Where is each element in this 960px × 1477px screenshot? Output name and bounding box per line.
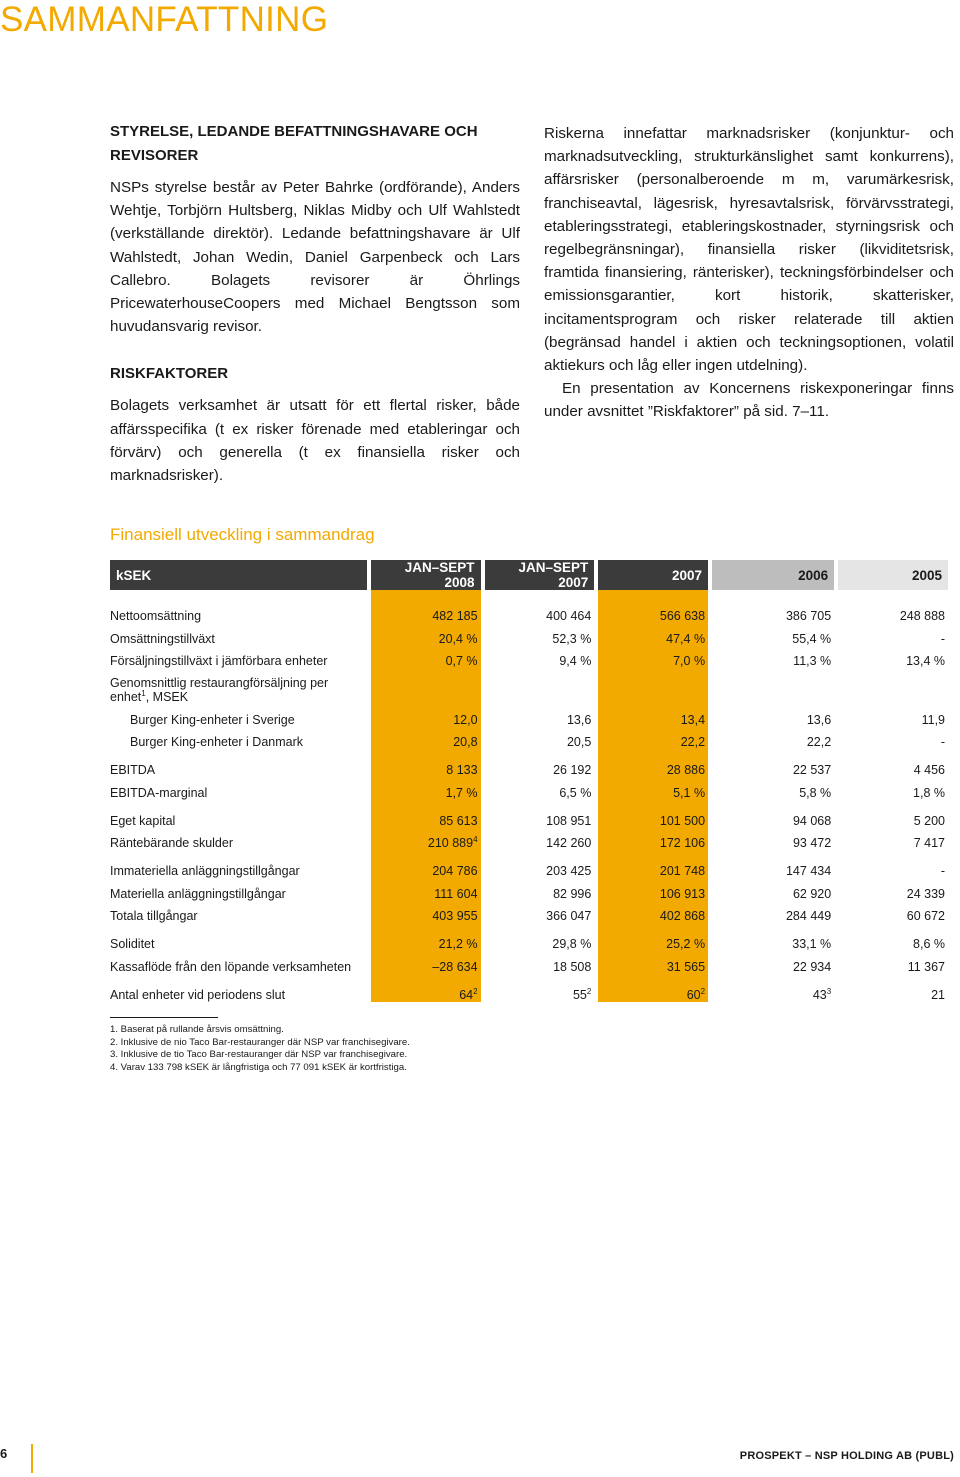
table-cell: 22 934 (792, 959, 832, 974)
table-cell (485, 668, 595, 704)
table-cell: 22,2 (598, 727, 708, 750)
footnote-marker: 3 (826, 986, 832, 996)
row-label: Immateriella anläggningstillgångar (110, 864, 300, 878)
table-cell: 21,2 % (371, 923, 481, 951)
table-cell: 403 955 (371, 901, 481, 924)
table-cell: 22 537 (792, 763, 832, 777)
row-label: Burger King-enheter i Danmark (130, 735, 303, 749)
table-cell: 24 339 (906, 886, 945, 901)
page-title: SAMMANFATTNING (0, 0, 329, 39)
table-cell: 366 047 (546, 909, 592, 923)
table-cell: 60 672 (906, 909, 945, 923)
board-paragraph: NSPs styrelse består av Peter Bahrke (ordförande), Anders Wehtje, Torbjörn Hultsberg, Niklas Midby och Ulf Wahlstedt (verkställande direktör). Ledande befattningshavare är Ulf Wahlstedt, Johan Wedin, Daniel Garpenbeck och Lars Callebro. Bolagets revisorer är Öhrlings PricewaterhouseCoopers med Michael Bengtsson som huvudansvarig revisor. (110, 179, 520, 336)
table-cell: 6,5 % (559, 785, 592, 800)
table-cell: 201 748 (598, 850, 708, 878)
table-cell: 172 106 (598, 828, 708, 851)
cell-value: 43 (812, 987, 827, 1002)
section-heading-board: STYRELSE, LEDANDE BEFATTNINGSHAVARE OCH REVISORER (110, 123, 478, 164)
table-cell: 1,7 % (371, 777, 481, 800)
table-cell: - (940, 735, 945, 749)
column-header-ksek: kSEK (110, 560, 367, 590)
table-cell: 22,2 (806, 735, 832, 749)
table-row (110, 749, 948, 777)
cell-value: 64 (459, 987, 474, 1002)
table-cell (371, 974, 481, 1002)
table-row (110, 923, 948, 951)
page-number: 6 (0, 1446, 8, 1461)
table-cell (712, 668, 834, 704)
table-row (110, 878, 948, 901)
table-cell (485, 974, 595, 1002)
table-cell: 20,5 (566, 735, 592, 749)
table-cell: 0,7 % (371, 646, 481, 669)
table-cell: 85 613 (371, 800, 481, 828)
column-header-2007: 2007 (598, 560, 708, 590)
table-cell: 33,1 % (792, 937, 832, 951)
footnote: 2. Inklusive de nio Taco Bar-restauranger där NSP var franchisegivare. (110, 1036, 410, 1048)
left-column (110, 120, 520, 487)
table-row (110, 850, 948, 878)
table-cell: 55,4 % (792, 631, 832, 646)
table-cell: 12,0 (371, 704, 481, 727)
table-cell (712, 974, 834, 1002)
table-cell (598, 974, 708, 1002)
row-label: EBITDA (110, 763, 156, 777)
footnote-marker: 2 (586, 986, 592, 996)
footer-title: PROSPEKT – NSP HOLDING AB (PUBL) (739, 1450, 954, 1462)
table-cell: 248 888 (899, 609, 945, 623)
table-cell: 8 133 (371, 749, 481, 777)
table-cell: 18 508 (553, 959, 592, 974)
footnote-marker: 2 (700, 986, 706, 996)
table-cell: 7 417 (913, 836, 945, 850)
footnote: 1. Baserat på rullande årsvis omsättning. (110, 1024, 284, 1035)
table-cell (371, 828, 481, 851)
table-cell: 5,1 % (598, 777, 708, 800)
risk-reference-paragraph: En presentation av Koncernens riskexponeringar finns under avsnittet ”Riskfaktorer” på sid. 7–11. (544, 380, 954, 421)
column-header-2006: 2006 (712, 560, 834, 590)
table-cell: –28 634 (371, 951, 481, 974)
table-cell: 108 951 (546, 813, 592, 828)
table-cell: 8,6 % (913, 937, 945, 951)
footnote-marker: 2 (473, 986, 478, 996)
table-cell: 29,8 % (552, 937, 592, 951)
table-cell: - (940, 864, 945, 878)
table-cell: 1,8 % (913, 785, 945, 800)
row-label: Eget kapital (110, 813, 176, 828)
table-cell: 204 786 (371, 850, 481, 878)
table-cell: 31 565 (598, 951, 708, 974)
table-cell: 52,3 % (552, 631, 592, 646)
table-cell (838, 668, 948, 704)
table-cell: 101 500 (598, 800, 708, 828)
cell-value: 55 (572, 987, 587, 1002)
row-label: Räntebärande skulder (110, 836, 233, 850)
table-cell: 111 604 (371, 878, 481, 901)
row-label: EBITDA-marginal (110, 785, 208, 800)
table-cell: 482 185 (371, 590, 481, 623)
row-label: Soliditet (110, 937, 155, 951)
row-label: Kassaflöde från den löpande verksamheten (110, 959, 352, 974)
footnote: 4. Varav 133 798 kSEK är långfristiga och 77 091 kSEK är kortfristiga. (110, 1061, 407, 1073)
table-cell: 5,8 % (799, 785, 832, 800)
footnote-marker: 1 (141, 688, 146, 698)
table-cell: 9,4 % (559, 654, 592, 668)
table-cell: 11,3 % (793, 654, 832, 668)
row-label: Nettoomsättning (110, 609, 202, 623)
table-row (110, 974, 948, 1002)
table-cell: 62 920 (792, 886, 832, 901)
table-row (110, 901, 948, 924)
table-cell: 28 886 (598, 749, 708, 777)
table-cell: 147 434 (785, 864, 832, 878)
table-cell: 94 068 (792, 813, 832, 828)
table-cell: 11 367 (907, 959, 945, 974)
table-cell (371, 668, 481, 704)
table-cell: 13,6 (806, 712, 832, 727)
table-row (110, 704, 948, 727)
table-cell: 11,9 (921, 712, 945, 727)
section-heading-risk: RISKFAKTORER (110, 365, 229, 383)
row-label: Burger King-enheter i Sverige (130, 712, 295, 727)
row-label-suffix: , MSEK (145, 690, 189, 704)
row-label: Totala tillgångar (110, 909, 198, 923)
page-number-divider (31, 1444, 33, 1473)
column-header-jan-sept-2007: JAN–SEPT 2007 (485, 560, 595, 590)
table-cell: 7,0 % (598, 646, 708, 669)
table-cell: 93 472 (792, 836, 832, 850)
table-cell: 142 260 (546, 836, 592, 850)
footnotes (110, 1024, 410, 1074)
table-cell: 13,6 (566, 712, 592, 727)
table-cell: 20,8 (371, 727, 481, 750)
row-label-multiline (110, 668, 367, 704)
risk-details-paragraph: Riskerna innefattar marknadsrisker (konjunktur- och marknadsutveckling, strukturkänslighet samt konkurrens), affärsrisker (personalberoende m m, varumärkesrisk, franchiseavtal, lägesrisk, hyresavtalsrisk, förvärvsstrategi, etableringsstrategi, etableringskostnader, styrningsrisk och regelbegränsningar), finansiella risker (likviditetsrisk, framtida finansiering, ränterisker), teckningsförbindelser och emissionsgarantier, kort historik, skatterisker, incitamentsprogram och risker relaterade till aktien (begränsad handel i aktien och teckningsoptionen, volatil aktiekurs och låg eller ingen utdelning). (544, 125, 954, 375)
table-cell (598, 668, 708, 704)
table-cell: 284 449 (785, 909, 832, 923)
risk-paragraph: Bolagets verksamhet är utsatt för ett flertal risker, både affärsspecifika (t ex risker förenade med etableringar och förvärv) och generella (t ex finansiella risker och marknadsrisker). (110, 397, 520, 485)
table-cell: 5 200 (913, 813, 945, 828)
financial-table (106, 560, 952, 1002)
table-cell: 21 (931, 987, 945, 1002)
footnote-marker: 4 (473, 834, 478, 844)
footnote: 3. Inklusive de tio Taco Bar-restauranger där NSP var franchisegivare. (110, 1049, 408, 1060)
table-row (110, 623, 948, 646)
row-label-text: Genomsnittlig restaurangförsäljning per enhet (110, 676, 329, 704)
table-cell: 25,2 % (598, 923, 708, 951)
row-label: Omsättningstillväxt (110, 631, 215, 646)
table-cell: 386 705 (785, 609, 832, 623)
table-cell: 402 868 (598, 901, 708, 924)
table-row (110, 646, 948, 669)
cell-value: 60 (686, 987, 701, 1002)
footnote-divider (110, 1017, 218, 1018)
column-header-2005: 2005 (838, 560, 948, 590)
table-cell: 47,4 % (598, 623, 708, 646)
table-cell: 4 456 (913, 763, 945, 777)
table-cell: 82 996 (553, 886, 592, 901)
table-cell: - (940, 631, 945, 646)
table-cell: 566 638 (598, 590, 708, 623)
table-cell: 400 464 (546, 609, 592, 623)
table-cell: 26 192 (553, 763, 592, 777)
table-row (110, 951, 948, 974)
cell-value: 210 889 (427, 836, 474, 850)
table-cell: 203 425 (546, 864, 592, 878)
table-cell: 106 913 (598, 878, 708, 901)
table-row (110, 800, 948, 828)
table-cell: 20,4 % (371, 623, 481, 646)
table-row (110, 727, 948, 750)
financial-summary-title: Finansiell utveckling i sammandrag (110, 525, 375, 544)
table-cell: 13,4 (598, 704, 708, 727)
table-cell: 13,4 % (906, 654, 945, 668)
table-row (110, 828, 948, 851)
row-label: Materiella anläggningstillgångar (110, 886, 286, 901)
row-label: Försäljningstillväxt i jämförbara enheter (110, 654, 328, 668)
table-row (110, 777, 948, 800)
column-header-jan-sept-2008: JAN–SEPT 2008 (371, 560, 481, 590)
row-label: Antal enheter vid periodens slut (110, 987, 286, 1002)
table-row (110, 590, 948, 623)
right-column (544, 122, 954, 424)
table-row (110, 668, 948, 704)
